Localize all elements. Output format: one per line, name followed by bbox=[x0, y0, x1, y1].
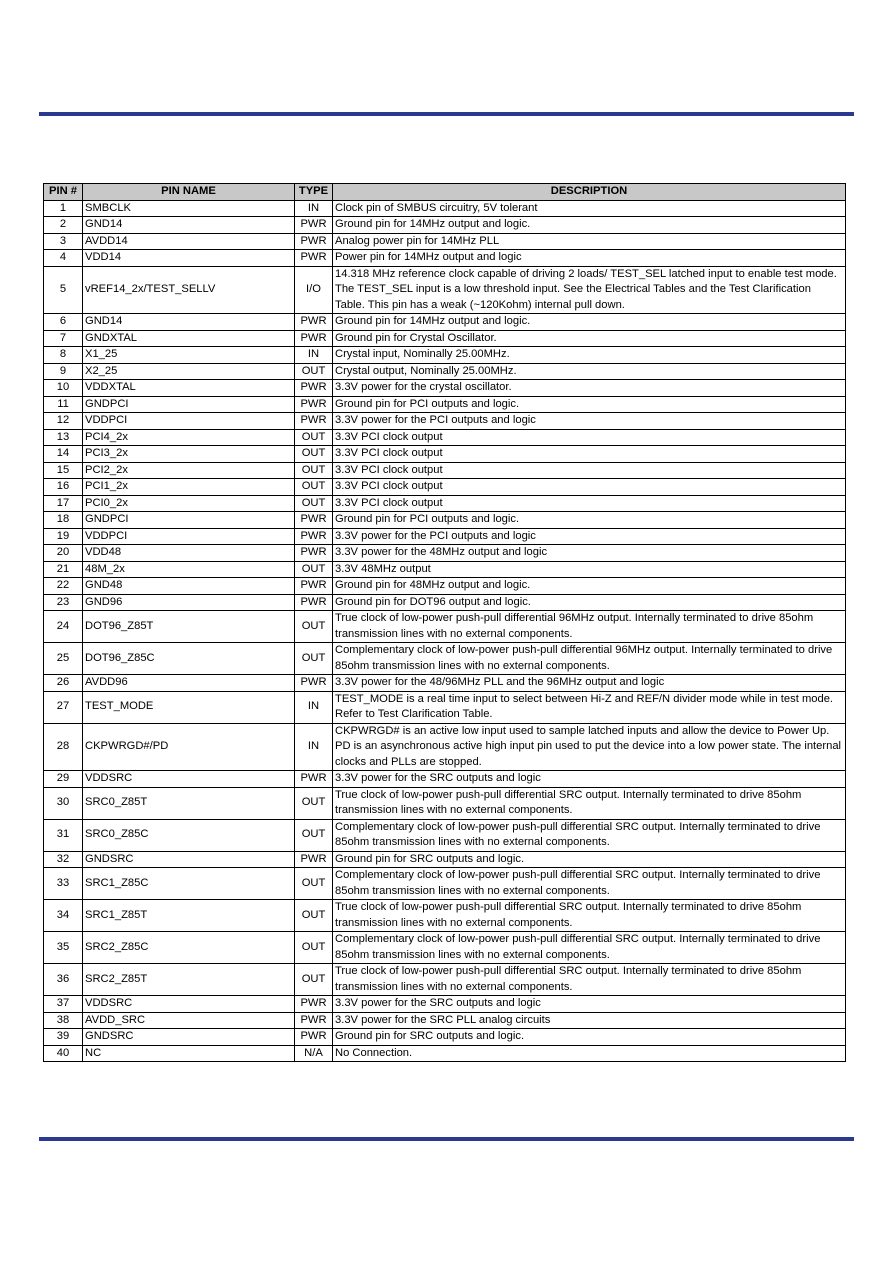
pin-type-cell: OUT bbox=[295, 932, 333, 964]
table-row bbox=[44, 594, 846, 611]
pin-number-cell: 38 bbox=[44, 1012, 83, 1029]
pin-name-cell: VDDPCI bbox=[83, 413, 295, 430]
table-row bbox=[44, 771, 846, 788]
bottom-rule bbox=[39, 1137, 854, 1141]
pin-name-cell: GND14 bbox=[83, 314, 295, 331]
table-body bbox=[44, 200, 846, 1062]
pin-description-cell: 3.3V power for the SRC outputs and logic bbox=[333, 996, 846, 1013]
pin-type-cell: IN bbox=[295, 691, 333, 723]
pin-name-cell: CKPWRGD#/PD bbox=[83, 723, 295, 771]
pin-name-cell: PCI2_2x bbox=[83, 462, 295, 479]
pin-type-cell: PWR bbox=[295, 250, 333, 267]
pin-name-cell: GND96 bbox=[83, 594, 295, 611]
pin-description-cell: Ground pin for Crystal Oscillator. bbox=[333, 330, 846, 347]
table-row bbox=[44, 900, 846, 932]
table-row bbox=[44, 250, 846, 267]
table-row bbox=[44, 578, 846, 595]
pin-number-cell: 2 bbox=[44, 217, 83, 234]
pin-type-cell: PWR bbox=[295, 996, 333, 1013]
table-row bbox=[44, 787, 846, 819]
pin-description-cell: 3.3V PCI clock output bbox=[333, 429, 846, 446]
pin-type-cell: IN bbox=[295, 723, 333, 771]
pin-type-cell: OUT bbox=[295, 900, 333, 932]
pin-name-cell: VDD14 bbox=[83, 250, 295, 267]
pin-description-cell: 3.3V power for the SRC outputs and logic bbox=[333, 771, 846, 788]
pin-type-cell: PWR bbox=[295, 330, 333, 347]
pin-number-cell: 21 bbox=[44, 561, 83, 578]
pin-description-cell: Complementary clock of low-power push-pull differential SRC output. Internally terminated to drive 85ohm transmission lines with no external components. bbox=[333, 819, 846, 851]
pin-number-cell: 35 bbox=[44, 932, 83, 964]
pin-name-cell: SRC0_Z85T bbox=[83, 787, 295, 819]
table-row bbox=[44, 347, 846, 364]
pin-type-cell: PWR bbox=[295, 217, 333, 234]
pin-number-cell: 1 bbox=[44, 200, 83, 217]
pin-type-cell: OUT bbox=[295, 363, 333, 380]
pin-type-cell: N/A bbox=[295, 1045, 333, 1062]
pin-type-cell: PWR bbox=[295, 771, 333, 788]
pin-type-cell: OUT bbox=[295, 643, 333, 675]
pin-description-cell: True clock of low-power push-pull differential SRC output. Internally terminated to drive 85ohm transmission lines with no external components. bbox=[333, 787, 846, 819]
pin-type-cell: I/O bbox=[295, 266, 333, 314]
pin-number-cell: 11 bbox=[44, 396, 83, 413]
pin-name-cell: SMBCLK bbox=[83, 200, 295, 217]
pin-name-cell: GNDSRC bbox=[83, 1029, 295, 1046]
pin-type-cell: PWR bbox=[295, 396, 333, 413]
pin-number-cell: 14 bbox=[44, 446, 83, 463]
table-row bbox=[44, 723, 846, 771]
pin-description-cell: 3.3V PCI clock output bbox=[333, 495, 846, 512]
pin-number-cell: 3 bbox=[44, 233, 83, 250]
pin-number-cell: 12 bbox=[44, 413, 83, 430]
pin-name-cell: PCI4_2x bbox=[83, 429, 295, 446]
pin-name-cell: AVDD96 bbox=[83, 675, 295, 692]
pin-name-cell: SRC0_Z85C bbox=[83, 819, 295, 851]
table-row bbox=[44, 1045, 846, 1062]
pin-type-cell: PWR bbox=[295, 1012, 333, 1029]
pin-description-cell: Ground pin for 48MHz output and logic. bbox=[333, 578, 846, 595]
pin-name-cell: VDDSRC bbox=[83, 771, 295, 788]
pin-type-cell: OUT bbox=[295, 479, 333, 496]
table-row bbox=[44, 851, 846, 868]
table-row bbox=[44, 495, 846, 512]
table-row bbox=[44, 266, 846, 314]
pin-number-cell: 13 bbox=[44, 429, 83, 446]
pin-description-cell: 3.3V power for the PCI outputs and logic bbox=[333, 528, 846, 545]
pin-description-cell: Crystal input, Nominally 25.00MHz. bbox=[333, 347, 846, 364]
pin-type-cell: PWR bbox=[295, 512, 333, 529]
pin-description-cell: No Connection. bbox=[333, 1045, 846, 1062]
pin-description-cell: CKPWRGD# is an active low input used to sample latched inputs and allow the device to Power Up. PD is an asynchronous active high input pin used to put the device into a low power state. The internal clocks and PLLs are stopped. bbox=[333, 723, 846, 771]
pin-description-cell: Ground pin for PCI outputs and logic. bbox=[333, 396, 846, 413]
pin-name-cell: X2_25 bbox=[83, 363, 295, 380]
pin-description-cell: Ground pin for SRC outputs and logic. bbox=[333, 1029, 846, 1046]
pin-name-cell: GNDPCI bbox=[83, 512, 295, 529]
pin-number-cell: 37 bbox=[44, 996, 83, 1013]
table-row bbox=[44, 675, 846, 692]
pin-name-cell: vREF14_2x/TEST_SELLV bbox=[83, 266, 295, 314]
pin-description-cell: Power pin for 14MHz output and logic bbox=[333, 250, 846, 267]
pin-description-cell: 3.3V 48MHz output bbox=[333, 561, 846, 578]
pin-description-cell: True clock of low-power push-pull differential SRC output. Internally terminated to drive 85ohm transmission lines with no external components. bbox=[333, 900, 846, 932]
pin-type-cell: OUT bbox=[295, 611, 333, 643]
pin-number-cell: 33 bbox=[44, 868, 83, 900]
top-rule bbox=[39, 112, 854, 116]
header-pin-name: PIN NAME bbox=[83, 184, 295, 201]
pin-description-cell: Ground pin for SRC outputs and logic. bbox=[333, 851, 846, 868]
pin-number-cell: 9 bbox=[44, 363, 83, 380]
pin-description-cell: Ground pin for PCI outputs and logic. bbox=[333, 512, 846, 529]
pin-type-cell: PWR bbox=[295, 528, 333, 545]
table-row bbox=[44, 545, 846, 562]
table-row bbox=[44, 1029, 846, 1046]
table-header-row bbox=[44, 184, 846, 201]
pin-description-cell: TEST_MODE is a real time input to select between Hi-Z and REF/N divider mode while in test mode. Refer to Test Clarification Table. bbox=[333, 691, 846, 723]
table-row bbox=[44, 643, 846, 675]
pin-type-cell: IN bbox=[295, 347, 333, 364]
pin-name-cell: AVDD_SRC bbox=[83, 1012, 295, 1029]
pin-name-cell: PCI1_2x bbox=[83, 479, 295, 496]
pin-number-cell: 28 bbox=[44, 723, 83, 771]
pin-name-cell: GND48 bbox=[83, 578, 295, 595]
header-type: TYPE bbox=[295, 184, 333, 201]
pin-type-cell: PWR bbox=[295, 314, 333, 331]
pin-number-cell: 15 bbox=[44, 462, 83, 479]
pin-type-cell: OUT bbox=[295, 787, 333, 819]
pin-description-cell: Ground pin for 14MHz output and logic. bbox=[333, 217, 846, 234]
table-row bbox=[44, 217, 846, 234]
table-row bbox=[44, 868, 846, 900]
pin-name-cell: SRC2_Z85C bbox=[83, 932, 295, 964]
table-row bbox=[44, 429, 846, 446]
pin-number-cell: 20 bbox=[44, 545, 83, 562]
pin-description-cell: 3.3V PCI clock output bbox=[333, 462, 846, 479]
pin-number-cell: 22 bbox=[44, 578, 83, 595]
pin-name-cell: DOT96_Z85T bbox=[83, 611, 295, 643]
pin-type-cell: OUT bbox=[295, 462, 333, 479]
pin-type-cell: PWR bbox=[295, 545, 333, 562]
pin-type-cell: PWR bbox=[295, 380, 333, 397]
pin-type-cell: OUT bbox=[295, 429, 333, 446]
pin-name-cell: VDD48 bbox=[83, 545, 295, 562]
table-row bbox=[44, 396, 846, 413]
pin-name-cell: SRC2_Z85T bbox=[83, 964, 295, 996]
pin-name-cell: GNDSRC bbox=[83, 851, 295, 868]
pin-description-cell: 3.3V power for the 48/96MHz PLL and the 96MHz output and logic bbox=[333, 675, 846, 692]
pin-type-cell: PWR bbox=[295, 851, 333, 868]
pin-number-cell: 8 bbox=[44, 347, 83, 364]
pin-type-cell: OUT bbox=[295, 868, 333, 900]
pin-description-cell: 3.3V PCI clock output bbox=[333, 479, 846, 496]
table-row bbox=[44, 462, 846, 479]
pin-name-cell: GNDXTAL bbox=[83, 330, 295, 347]
pin-description-cell: Ground pin for DOT96 output and logic. bbox=[333, 594, 846, 611]
table-row bbox=[44, 932, 846, 964]
table-row bbox=[44, 611, 846, 643]
pin-type-cell: PWR bbox=[295, 1029, 333, 1046]
pin-number-cell: 23 bbox=[44, 594, 83, 611]
pin-type-cell: PWR bbox=[295, 578, 333, 595]
pin-number-cell: 31 bbox=[44, 819, 83, 851]
pin-name-cell: VDDXTAL bbox=[83, 380, 295, 397]
pin-number-cell: 4 bbox=[44, 250, 83, 267]
pin-number-cell: 5 bbox=[44, 266, 83, 314]
pin-number-cell: 30 bbox=[44, 787, 83, 819]
pin-description-cell: 3.3V PCI clock output bbox=[333, 446, 846, 463]
table-row bbox=[44, 528, 846, 545]
header-pin-number: PIN # bbox=[44, 184, 83, 201]
pin-description-table bbox=[43, 183, 846, 1062]
pin-description-cell: 3.3V power for the SRC PLL analog circuits bbox=[333, 1012, 846, 1029]
pin-description-cell: 14.318 MHz reference clock capable of driving 2 loads/ TEST_SEL latched input to enable test mode. The TEST_SEL input is a low threshold input. See the Electrical Tables and the Test Clarification Table. This pin has a weak (~120Kohm) internal pull down. bbox=[333, 266, 846, 314]
pin-number-cell: 7 bbox=[44, 330, 83, 347]
pin-number-cell: 26 bbox=[44, 675, 83, 692]
pin-number-cell: 16 bbox=[44, 479, 83, 496]
pin-number-cell: 18 bbox=[44, 512, 83, 529]
pin-name-cell: AVDD14 bbox=[83, 233, 295, 250]
pin-number-cell: 24 bbox=[44, 611, 83, 643]
table-row bbox=[44, 996, 846, 1013]
table-row bbox=[44, 314, 846, 331]
pin-number-cell: 17 bbox=[44, 495, 83, 512]
pin-number-cell: 10 bbox=[44, 380, 83, 397]
pin-description-cell: True clock of low-power push-pull differential SRC output. Internally terminated to drive 85ohm transmission lines with no external components. bbox=[333, 964, 846, 996]
pin-name-cell: NC bbox=[83, 1045, 295, 1062]
table-row bbox=[44, 200, 846, 217]
pin-description-cell: Analog power pin for 14MHz PLL bbox=[333, 233, 846, 250]
pin-name-cell: DOT96_Z85C bbox=[83, 643, 295, 675]
pin-type-cell: IN bbox=[295, 200, 333, 217]
table-row bbox=[44, 691, 846, 723]
table-row bbox=[44, 380, 846, 397]
pin-number-cell: 25 bbox=[44, 643, 83, 675]
pin-number-cell: 32 bbox=[44, 851, 83, 868]
pin-name-cell: SRC1_Z85T bbox=[83, 900, 295, 932]
pin-description-cell: Complementary clock of low-power push-pull differential SRC output. Internally terminated to drive 85ohm transmission lines with no external components. bbox=[333, 932, 846, 964]
table-row bbox=[44, 413, 846, 430]
pin-type-cell: PWR bbox=[295, 594, 333, 611]
pin-type-cell: PWR bbox=[295, 675, 333, 692]
table-row bbox=[44, 561, 846, 578]
pin-description-cell: Ground pin for 14MHz output and logic. bbox=[333, 314, 846, 331]
table-row bbox=[44, 233, 846, 250]
pin-name-cell: SRC1_Z85C bbox=[83, 868, 295, 900]
pin-name-cell: VDDPCI bbox=[83, 528, 295, 545]
pin-number-cell: 34 bbox=[44, 900, 83, 932]
pin-description-cell: 3.3V power for the PCI outputs and logic bbox=[333, 413, 846, 430]
pin-number-cell: 6 bbox=[44, 314, 83, 331]
pin-name-cell: GND14 bbox=[83, 217, 295, 234]
pin-number-cell: 29 bbox=[44, 771, 83, 788]
table-row bbox=[44, 363, 846, 380]
table-row bbox=[44, 479, 846, 496]
pin-description-cell: Complementary clock of low-power push-pull differential SRC output. Internally terminated to drive 85ohm transmission lines with no external components. bbox=[333, 868, 846, 900]
pin-description-cell: True clock of low-power push-pull differential 96MHz output. Internally terminated to drive 85ohm transmission lines with no external components. bbox=[333, 611, 846, 643]
table-row bbox=[44, 819, 846, 851]
pin-description-cell: 3.3V power for the 48MHz output and logic bbox=[333, 545, 846, 562]
pin-type-cell: OUT bbox=[295, 446, 333, 463]
pin-name-cell: PCI0_2x bbox=[83, 495, 295, 512]
pin-description-cell: 3.3V power for the crystal oscillator. bbox=[333, 380, 846, 397]
pin-description-cell: Clock pin of SMBUS circuitry, 5V tolerant bbox=[333, 200, 846, 217]
pin-type-cell: OUT bbox=[295, 819, 333, 851]
pin-type-cell: PWR bbox=[295, 413, 333, 430]
pin-number-cell: 40 bbox=[44, 1045, 83, 1062]
table-row bbox=[44, 1012, 846, 1029]
table-row bbox=[44, 512, 846, 529]
table-row bbox=[44, 964, 846, 996]
pin-type-cell: OUT bbox=[295, 964, 333, 996]
table-row bbox=[44, 330, 846, 347]
table-row bbox=[44, 446, 846, 463]
pin-name-cell: GNDPCI bbox=[83, 396, 295, 413]
pin-number-cell: 36 bbox=[44, 964, 83, 996]
pin-name-cell: TEST_MODE bbox=[83, 691, 295, 723]
pin-number-cell: 39 bbox=[44, 1029, 83, 1046]
pin-name-cell: PCI3_2x bbox=[83, 446, 295, 463]
pin-number-cell: 27 bbox=[44, 691, 83, 723]
pin-name-cell: VDDSRC bbox=[83, 996, 295, 1013]
header-description: DESCRIPTION bbox=[333, 184, 846, 201]
pin-name-cell: 48M_2x bbox=[83, 561, 295, 578]
pin-name-cell: X1_25 bbox=[83, 347, 295, 364]
pin-number-cell: 19 bbox=[44, 528, 83, 545]
pin-description-cell: Crystal output, Nominally 25.00MHz. bbox=[333, 363, 846, 380]
pin-type-cell: OUT bbox=[295, 495, 333, 512]
pin-type-cell: PWR bbox=[295, 233, 333, 250]
pin-type-cell: OUT bbox=[295, 561, 333, 578]
pin-description-cell: Complementary clock of low-power push-pull differential 96MHz output. Internally terminated to drive 85ohm transmission lines with no external components. bbox=[333, 643, 846, 675]
